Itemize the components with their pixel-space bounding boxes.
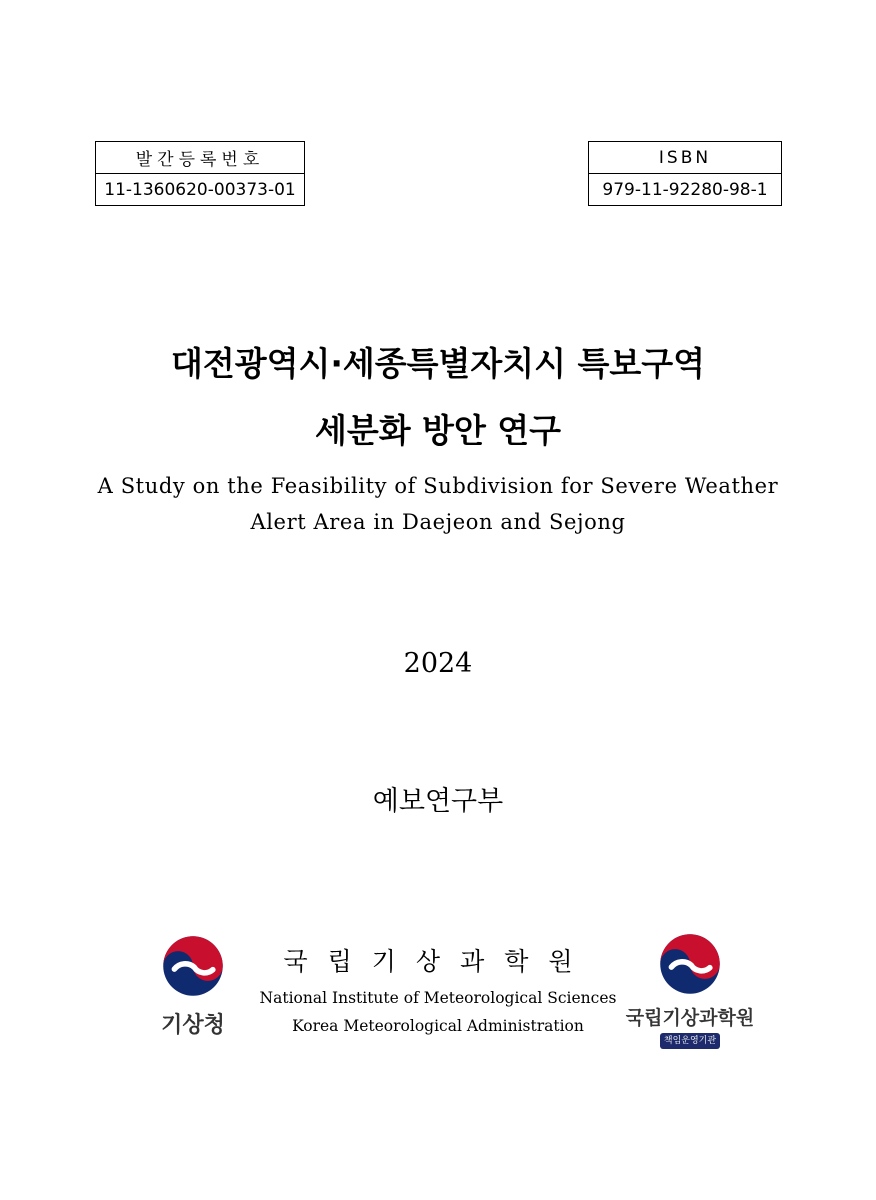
institute-name-korean: 국립기상과학원 <box>283 947 593 976</box>
isbn-number: 979-11-92280-98-1 <box>589 174 782 206</box>
nims-agency-badge: 책임운영기관 <box>660 1033 720 1049</box>
publication-year: 2024 <box>403 648 473 679</box>
kma-emblem-icon <box>162 935 224 997</box>
title-english-line1: A Study on the Feasibility of Subdivision for Severe Weather <box>97 474 779 498</box>
title-korean-line1: 대전광역시·세종특별자치시 특보구역 <box>170 344 706 383</box>
nims-emblem-icon <box>659 933 721 995</box>
registration-label: 발간등록번호 <box>96 142 305 174</box>
kma-logo-text: 기상청 <box>161 1013 225 1038</box>
title-korean-line2: 세분화 방안 연구 <box>314 411 562 450</box>
title-english-line2: Alert Area in Daejeon and Sejong <box>250 510 626 534</box>
publication-registration-box <box>95 141 305 206</box>
isbn-label: ISBN <box>589 142 782 174</box>
department-name: 예보연구부 <box>372 786 504 817</box>
isbn-box <box>588 141 782 206</box>
institute-name-english: National Institute of Meteorological Sciences <box>259 989 617 1007</box>
parent-organization-english: Korea Meteorological Administration <box>292 1017 584 1035</box>
registration-number: 11-1360620-00373-01 <box>96 174 305 206</box>
nims-logo-text: 국립기상과학원 <box>625 1007 755 1029</box>
